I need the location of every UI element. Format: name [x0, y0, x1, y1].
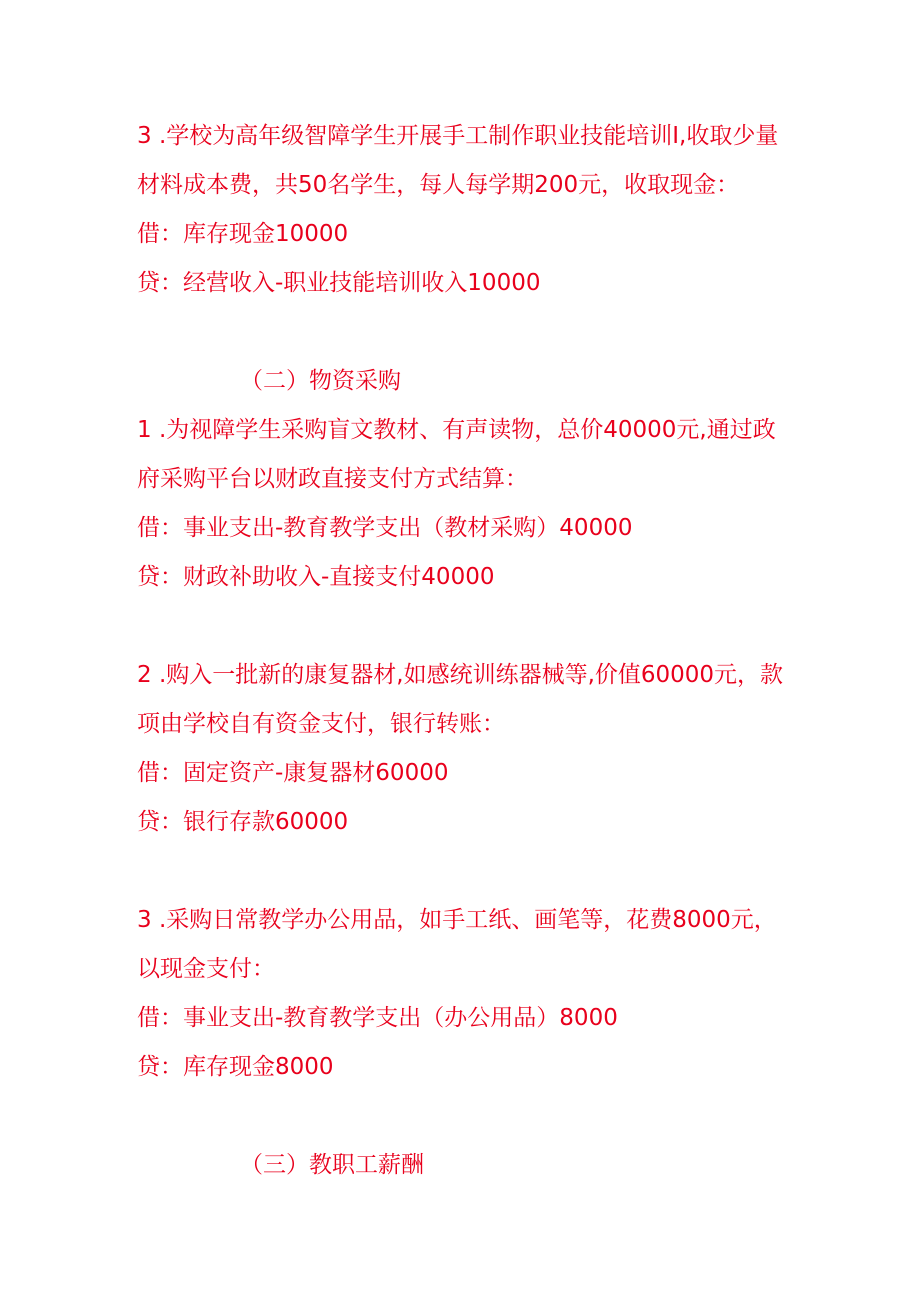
entry-description-line: 材料成本费，共50名学生，每人每学期200元，收取现金：: [137, 172, 740, 198]
entry-description-line: 3 .采购日常教学办公用品，如手工纸、画笔等，花费8000元，: [137, 907, 777, 933]
entry-rehab-equipment: [137, 651, 797, 847]
credit-line: 贷：库存现金8000: [137, 1054, 334, 1080]
spacer: [137, 847, 797, 896]
entry-description-line: 以现金支付：: [137, 956, 275, 982]
debit-line: 借：事业支出-教育教学支出（教材采购）40000: [137, 515, 633, 541]
debit-line: 借：事业支出-教育教学支出（办公用品）8000: [137, 1005, 618, 1031]
spacer: [137, 1092, 797, 1141]
debit-line: 借：库存现金10000: [137, 221, 349, 247]
entry-description-line: 3 .学校为高年级智障学生开展手工制作职业技能培训I,收取少量: [137, 123, 779, 149]
section-heading-materials: （二）物资采购: [240, 368, 401, 394]
section-heading-salary: （三）教职工薪酬: [240, 1152, 424, 1178]
entry-description-line: 1 .为视障学生采购盲文教材、有声读物，总价40000元,通过政: [137, 417, 776, 443]
spacer: [137, 308, 797, 357]
credit-line: 贷：经营收入-职业技能培训收入10000: [137, 270, 541, 296]
entry-description-line: 府采购平台以财政直接支付方式结算：: [137, 466, 528, 492]
credit-line: 贷：银行存款60000: [137, 809, 349, 835]
debit-line: 借：固定资产-康复器材60000: [137, 760, 449, 786]
credit-line: 贷：财政补助收入-直接支付40000: [137, 564, 495, 590]
entry-training-income: [137, 112, 797, 308]
entry-description-line: 项由学校自有资金支付，银行转账：: [137, 711, 505, 737]
spacer: [137, 602, 797, 651]
entry-braille-textbooks: [137, 406, 797, 602]
entry-description-line: 2 .购入一批新的康复器材,如感统训练器械等,价值60000元，款: [137, 662, 784, 688]
entry-office-supplies: [137, 896, 797, 1092]
document-body: [137, 112, 797, 1190]
